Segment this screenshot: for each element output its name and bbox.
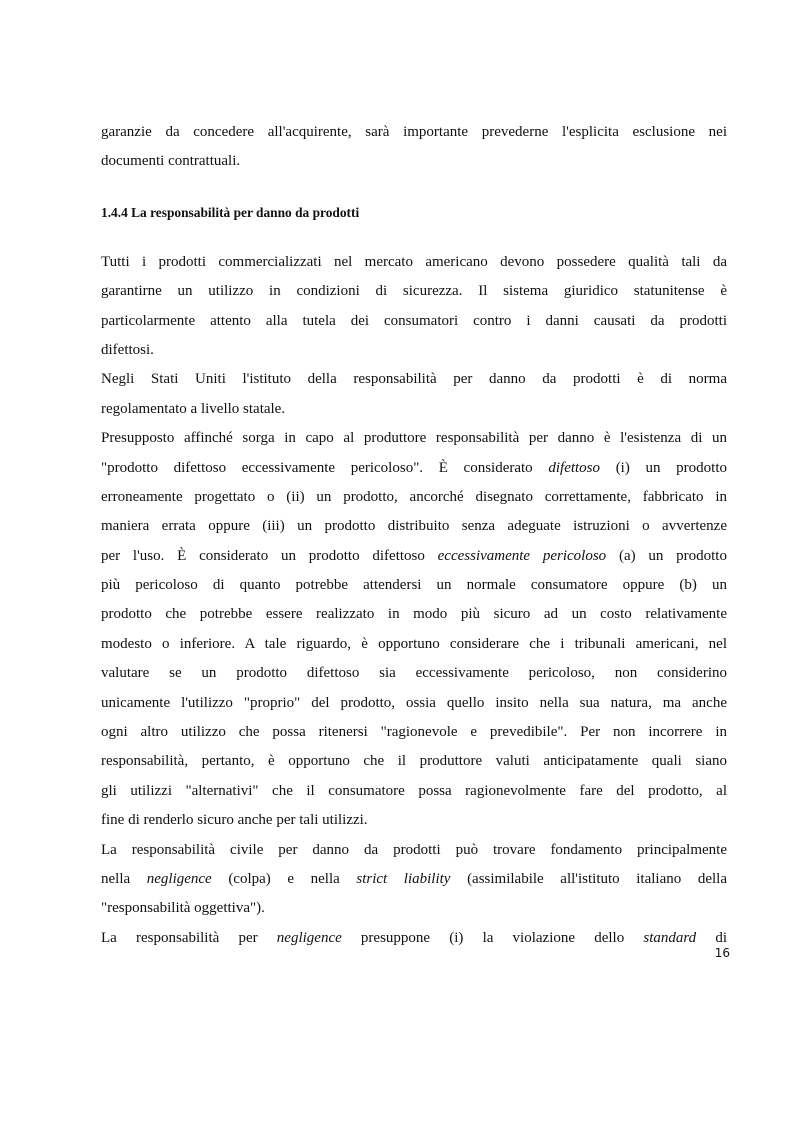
text-line: erroneamente progettato o (ii) un prodotto, ancorché disegnato correttamente, fabbricato in bbox=[101, 488, 727, 505]
text-line: maniera errata oppure (iii) un prodotto distribuito senza adeguate istruzioni o avvertenze bbox=[101, 518, 727, 535]
page-number: 16 bbox=[714, 946, 730, 960]
text-line: gli utilizzi "alternativi" che il consumatore possa ragionevolmente fare del prodotto, al bbox=[101, 782, 727, 799]
text-run: nella bbox=[101, 870, 147, 887]
italic-term: negligence bbox=[276, 929, 342, 946]
italic-term: standard bbox=[643, 929, 697, 946]
text-run: La responsabilità per bbox=[101, 929, 277, 946]
text-run: di bbox=[696, 929, 727, 946]
text-line bbox=[101, 542, 727, 571]
document-page bbox=[101, 118, 727, 953]
text-line: unicamente l'utilizzo "proprio" del prodotto, ossia quello insito nella sua natura, ma anche bbox=[101, 694, 727, 711]
text-line: modesto o inferiore. A tale riguardo, è opportuno considerare che i tribunali americani, nel bbox=[101, 635, 727, 652]
text-line: valutare se un prodotto difettoso sia eccessivamente pericoloso, non considerino bbox=[101, 665, 727, 682]
italic-term: strict liability bbox=[356, 870, 451, 887]
text-line: regolamentato a livello statale. bbox=[101, 400, 286, 417]
text-line: Tutti i prodotti commercializzati nel mercato americano devono possedere qualità tali da bbox=[101, 253, 727, 270]
text-line: Negli Stati Uniti l'istituto della responsabilità per danno da prodotti è di norma bbox=[101, 371, 727, 388]
text-run: "prodotto difettoso eccessivamente pericoloso". È considerato bbox=[101, 459, 549, 476]
text-run: (i) un prodotto bbox=[600, 459, 727, 476]
text-line: prodotto che potrebbe essere realizzato in modo più sicuro ad un costo relativamente bbox=[101, 606, 727, 623]
italic-term: difettoso bbox=[548, 459, 601, 476]
text-line: fine di renderlo sicuro anche per tali utilizzi. bbox=[101, 812, 368, 829]
section-heading: 1.4.4 La responsabilità per danno da prodotti bbox=[101, 204, 360, 220]
text-line bbox=[101, 454, 727, 483]
text-run: presuppone (i) la violazione dello bbox=[341, 929, 644, 946]
text-line: difettosi. bbox=[101, 341, 154, 358]
text-line: garanzie da concedere all'acquirente, sarà importante prevederne l'esplicita esclusione nei bbox=[101, 124, 727, 140]
italic-term: eccessivamente pericoloso bbox=[437, 547, 607, 564]
text-line: La responsabilità civile per danno da prodotti può trovare fondamento principalmente bbox=[101, 841, 727, 858]
text-run: (assimilabile all'istituto italiano della bbox=[450, 870, 727, 887]
text-line: garantirne un utilizzo in condizioni di sicurezza. Il sistema giuridico statunitense è bbox=[101, 283, 727, 300]
text-line bbox=[101, 865, 727, 894]
text-line: particolarmente attento alla tutela dei consumatori contro i danni causati da prodotti bbox=[101, 312, 727, 329]
text-line: "responsabilità oggettiva"). bbox=[101, 900, 265, 917]
text-run: per l'uso. È considerato un prodotto difettoso bbox=[101, 547, 438, 564]
text-line: ogni altro utilizzo che possa ritenersi "ragionevole e prevedibile". Per non incorrere in bbox=[101, 724, 727, 741]
text-line: responsabilità, pertanto, è opportuno che il produttore valuti anticipatamente quali siano bbox=[101, 753, 727, 770]
text-line: documenti contrattuali. bbox=[101, 153, 241, 170]
text-line: Presupposto affinché sorga in capo al produttore responsabilità per danno è l'esistenza di un bbox=[101, 430, 727, 447]
text-run: (colpa) e nella bbox=[211, 870, 357, 887]
text-run: (a) un prodotto bbox=[606, 547, 727, 564]
text-line bbox=[101, 924, 727, 953]
text-line: più pericoloso di quanto potrebbe attendersi un normale consumatore oppure (b) un bbox=[101, 577, 727, 594]
italic-term: negligence bbox=[146, 870, 212, 887]
